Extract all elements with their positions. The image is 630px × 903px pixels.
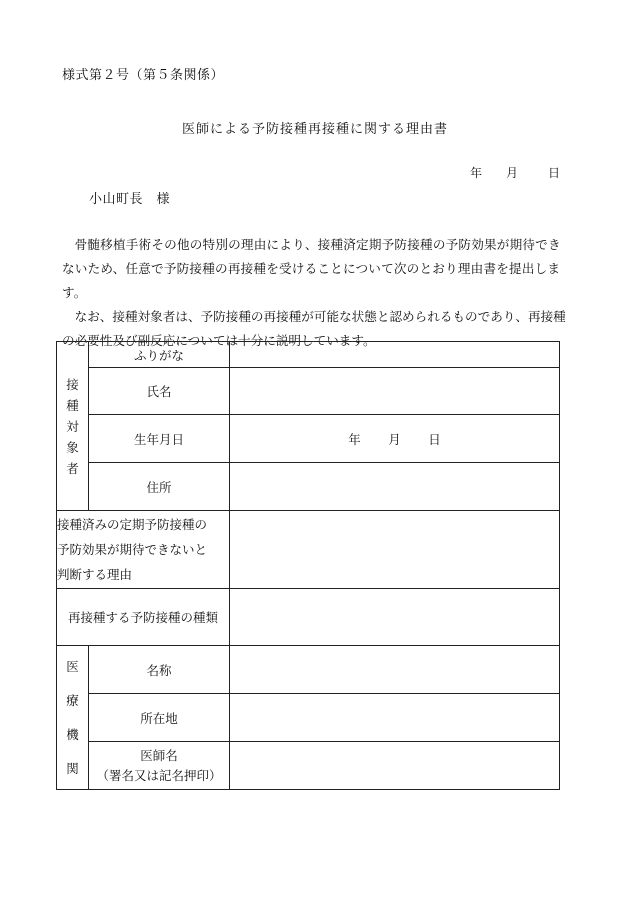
row-address — [57, 463, 560, 511]
submission-date — [470, 164, 560, 181]
institution-name-field[interactable] — [230, 646, 560, 694]
doctor-name-label: 医師名 — [140, 747, 178, 763]
medical-char: 関 — [66, 760, 79, 776]
row-location — [57, 694, 560, 742]
addressee: 小山町長 様 — [89, 192, 171, 207]
medical-char: 機 — [66, 726, 79, 742]
subject-char: 者 — [66, 460, 79, 476]
location-field[interactable] — [230, 694, 560, 742]
birthdate-label: 生年月日 — [89, 415, 230, 463]
body-paragraph-1: 骨髄移植手術その他の特別の理由により、接種済定期予防接種の予防効果が期待できないため、任意で予防接種の再接種を受けることについて次のとおり理由書を提出します。 — [62, 237, 561, 300]
birthdate-day-label: 日 — [428, 431, 441, 447]
medical-group-label — [57, 646, 89, 790]
date-year-label: 年 — [470, 166, 483, 180]
revaccine-type-label: 再接種する予防接種の種類 — [57, 589, 230, 646]
subject-group-text — [66, 374, 79, 479]
birthdate-year-label: 年 — [348, 431, 361, 447]
reason-label — [57, 511, 230, 589]
form-number: 様式第２号（第５条関係） — [62, 68, 225, 83]
birthdate-field[interactable] — [230, 415, 560, 463]
row-doctor — [57, 742, 560, 790]
row-name — [57, 368, 560, 415]
address-label: 住所 — [89, 463, 230, 511]
row-furigana — [57, 342, 560, 368]
subject-group-label — [57, 342, 89, 511]
reason-label-line: 接種済みの定期予防接種の — [57, 517, 208, 532]
row-revaccine-type — [57, 589, 560, 646]
subject-char: 種 — [66, 397, 79, 413]
subject-char: 接 — [66, 376, 79, 392]
name-field[interactable] — [230, 368, 560, 415]
doctor-label — [89, 742, 230, 790]
medical-group-text — [66, 650, 79, 786]
row-institution-name — [57, 646, 560, 694]
reason-label-line: 判断する理由 — [57, 567, 133, 582]
subject-char: 対 — [66, 418, 79, 434]
body-paragraph-2: なお、接種対象者は、予防接種の再接種が可能な状態と認められるものであり、再接種の必要性及び副反応については十分に説明しています。 — [62, 309, 566, 348]
reason-field[interactable] — [230, 511, 560, 589]
date-day-label: 日 — [548, 166, 561, 180]
body-text — [62, 233, 570, 353]
document-title: 医師による予防接種再接種に関する理由書 — [181, 122, 448, 137]
birthdate-value — [230, 430, 559, 448]
date-month-label: 月 — [506, 166, 519, 180]
revaccine-type-field[interactable] — [230, 589, 560, 646]
doctor-signature-note: （署名又は記名押印） — [96, 767, 222, 783]
location-label: 所在地 — [89, 694, 230, 742]
address-field[interactable] — [230, 463, 560, 511]
row-birthdate — [57, 415, 560, 463]
subject-char: 象 — [66, 439, 79, 455]
form-table — [56, 341, 560, 790]
furigana-field[interactable] — [230, 342, 560, 368]
institution-name-label: 名称 — [89, 646, 230, 694]
medical-char: 療 — [66, 692, 79, 708]
row-reason — [57, 511, 560, 589]
reason-label-line: 予防効果が期待できないと — [57, 542, 208, 557]
birthdate-month-label: 月 — [388, 431, 401, 447]
furigana-label: ふりがな — [89, 342, 230, 368]
doctor-field[interactable] — [230, 742, 560, 790]
name-label: 氏名 — [89, 368, 230, 415]
medical-char: 医 — [66, 658, 79, 674]
